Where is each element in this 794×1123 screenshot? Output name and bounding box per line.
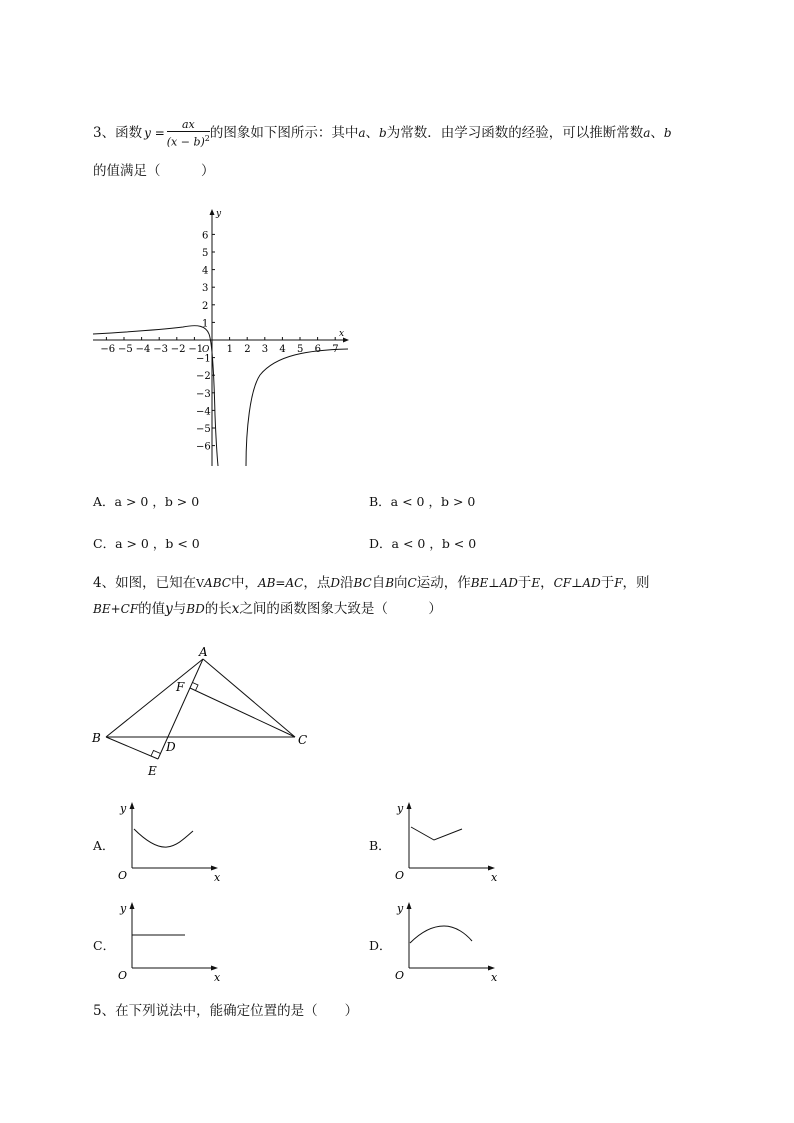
q4-option-b-label[interactable]: B． <box>369 838 391 853</box>
q3-y-tick-label: 1 <box>202 318 209 330</box>
q3-function-graph <box>88 200 358 472</box>
q4-seg-bd: BD <box>186 602 205 616</box>
q4-label-e: E <box>148 764 157 778</box>
q3-origin-label: O <box>202 345 210 355</box>
q4-t3: ，点 <box>303 575 331 591</box>
q3-var-b2: b <box>663 126 672 140</box>
q4-t2: 中， <box>230 575 258 591</box>
q4-pt-f: F <box>614 576 623 590</box>
q3-frac-den-expr: (x − b) <box>166 135 205 149</box>
q3-y-tick-label: −5 <box>196 424 211 435</box>
q4-stem-line2 <box>93 600 442 618</box>
q3-y-tick-label: −4 <box>196 406 211 418</box>
q3-y-tick-label: −3 <box>196 388 211 400</box>
q4-var-y: y <box>165 601 173 617</box>
q4-option-a-label[interactable]: A． <box>93 838 115 853</box>
q3-x-tick-label: −2 <box>170 344 186 355</box>
q4-seg-ab-line <box>106 659 203 737</box>
q4-t14: 的长 <box>204 601 232 617</box>
q4-t11: ，则 <box>622 575 650 591</box>
q4-b-x-arrow <box>488 866 495 871</box>
q3-x-tick-label: −6 <box>100 344 116 355</box>
q4-stem-line1 <box>93 574 650 593</box>
q3-option-b[interactable]: B．a < 0 ，b > 0 <box>369 494 476 509</box>
q3-frac-exp: 2 <box>204 133 210 143</box>
q4-c-o-label: O <box>118 969 128 982</box>
q4-t13: 与 <box>172 601 187 617</box>
q4-label-a: A <box>199 645 208 659</box>
q3-y-tick-label: −6 <box>196 441 211 453</box>
q3-stem-line2: 的值满足（ ） <box>93 163 215 179</box>
q4-t4: 沿 <box>339 575 354 591</box>
q3-stem-line1 <box>93 113 672 153</box>
q3-x-tick-label: 3 <box>261 344 269 355</box>
q4-t6: 向 <box>394 575 408 591</box>
q3-option-c[interactable]: C．a > 0 ，b < 0 <box>93 536 200 551</box>
q3-x-tick-label: 5 <box>297 344 304 355</box>
q3-fraction <box>167 118 210 149</box>
q3-y-tick-label: −2 <box>196 371 211 383</box>
q3-x-tick-label: 7 <box>332 344 339 355</box>
q4-seg-be-line <box>106 737 158 759</box>
q4-t12: 的值 <box>138 601 166 617</box>
q3-y-arrow <box>210 209 215 215</box>
q3-axis-x-label: x <box>339 329 345 339</box>
q4-b-y-arrow <box>407 802 412 809</box>
q4-b-x-label: x <box>491 871 498 884</box>
q4-seg-ae-line <box>158 659 203 759</box>
q4-t15: 之间的函数图象大致是（ ） <box>239 601 442 617</box>
q3-frac-den <box>167 132 210 149</box>
q4-label-f: F <box>176 680 185 694</box>
q4-label-b: B <box>92 731 101 745</box>
q4-c-y-arrow <box>130 902 135 909</box>
q4-label-c: C <box>298 733 308 747</box>
q4-seg-cf-line <box>190 688 295 737</box>
q4-be-cf: BE+CF <box>93 602 139 616</box>
q3-y-tick-label: 2 <box>202 300 209 312</box>
q3-number: 3、 <box>93 125 116 141</box>
q3-y-tick-label: 3 <box>202 283 209 295</box>
q3-y-tick-label: 5 <box>202 248 209 259</box>
q4-b-o-label: O <box>395 869 405 882</box>
q3-y-tick-label: −1 <box>196 353 211 365</box>
q4-b-polyline <box>411 827 462 840</box>
q4-pt-d: D <box>330 576 340 590</box>
q4-option-a-graph[interactable] <box>115 798 225 884</box>
q3-frac-num: ax <box>167 118 210 132</box>
q4-a-o-label: O <box>118 869 128 882</box>
q3-x-tick-label: 4 <box>279 344 286 355</box>
q3-var-a: a <box>358 126 366 140</box>
q4-option-d-graph[interactable] <box>392 898 502 984</box>
q4-pt-b: B <box>385 576 395 590</box>
q4-c-x-label: x <box>214 971 221 984</box>
q3-x-tick-label: 6 <box>314 344 321 355</box>
q4-triangle-symbol: V <box>196 577 205 590</box>
q4-pt-c: C <box>407 576 417 590</box>
q4-triangle-figure <box>88 640 318 785</box>
q4-t8: 于 <box>517 575 532 591</box>
q3-x-tick-label: −4 <box>135 344 151 355</box>
q4-seg-ac-line <box>203 659 295 737</box>
q3-y-tick-label: 4 <box>202 265 209 277</box>
q4-d-y-label: y <box>397 902 404 915</box>
q3-x-tick-label: −3 <box>153 344 168 355</box>
q4-option-d-label[interactable]: D． <box>369 938 392 953</box>
q3-text-hanshu: 函数 <box>115 125 143 141</box>
q4-be-perp: BE⊥AD <box>470 576 518 590</box>
q4-b-y-label: y <box>397 802 404 815</box>
q3-x-tick-label: 2 <box>244 344 251 355</box>
q4-t9: ， <box>540 575 554 591</box>
q4-var-x: x <box>231 601 240 617</box>
q3-y-tick-label: 6 <box>202 230 209 242</box>
q4-d-curve <box>410 926 472 943</box>
q4-a-curve <box>134 829 193 847</box>
q4-d-o-label: O <box>395 969 405 982</box>
q3-y-eq: y = <box>144 126 165 140</box>
q4-c-x-arrow <box>211 966 218 971</box>
q4-right-angle-e <box>151 751 161 757</box>
q3-x-tick-label: 1 <box>226 344 233 355</box>
q4-a-x-arrow <box>211 866 218 871</box>
q4-t7: 运动，作 <box>416 575 471 591</box>
q4-option-c-graph[interactable] <box>115 898 225 984</box>
q4-t10: 于 <box>600 575 615 591</box>
q3-sep2: 、 <box>650 125 664 141</box>
q3-sep1: 、 <box>365 125 380 141</box>
q4-ab-eq-ac: AB=AC <box>257 576 304 590</box>
q3-x-tick-label: −1 <box>188 344 204 355</box>
q4-t1: 4、如图，已知在 <box>93 575 197 591</box>
q4-t5: 自 <box>371 575 386 591</box>
q3-x-tick-label: −5 <box>118 344 133 355</box>
q4-cf-perp: CF⊥AD <box>553 576 601 590</box>
q4-a-y-label: y <box>120 802 127 815</box>
q4-pt-e: E <box>531 576 541 590</box>
q3-var-b: b <box>379 126 387 140</box>
q4-seg-bc: BC <box>353 576 372 590</box>
q4-tri-abc: ABC <box>204 576 231 590</box>
q3-option-a[interactable]: A．a > 0 ，b > 0 <box>93 494 200 509</box>
q4-a-x-label: x <box>214 871 221 884</box>
q3-text-mid: 为常数．由学习函数的经验，可以推断常数 <box>386 125 644 141</box>
q3-var-a2: a <box>643 126 651 140</box>
q4-label-d: D <box>166 740 176 754</box>
q4-d-x-label: x <box>491 971 498 984</box>
q3-curve-right-branch <box>246 349 348 466</box>
q3-option-d[interactable]: D．a < 0 ，b < 0 <box>369 536 477 551</box>
q4-option-c-label[interactable]: C． <box>93 938 116 953</box>
q4-a-y-arrow <box>130 802 135 809</box>
q3-axis-y-label: y <box>216 209 222 219</box>
q4-d-x-arrow <box>488 966 495 971</box>
q5-stem: 5、在下列说法中，能确定位置的是（ ） <box>93 1003 359 1019</box>
q4-d-y-arrow <box>407 902 412 909</box>
q3-text-after: 的图象如下图所示：其中 <box>209 125 359 141</box>
q4-c-y-label: y <box>120 902 127 915</box>
q4-option-b-graph[interactable] <box>392 798 502 884</box>
